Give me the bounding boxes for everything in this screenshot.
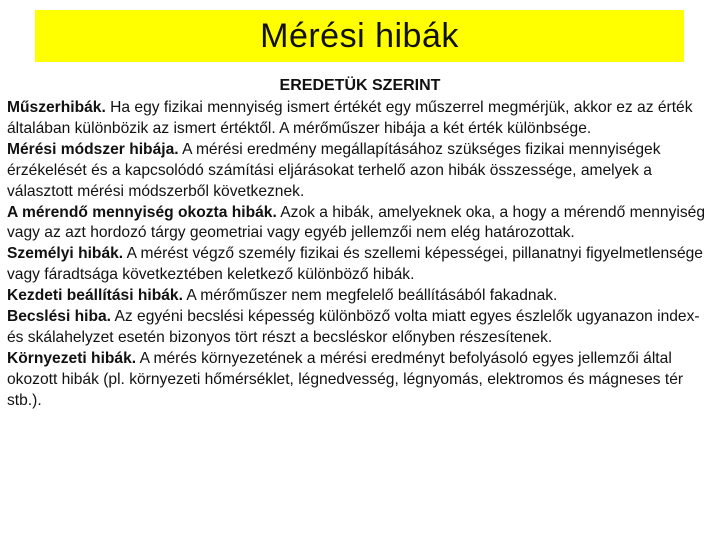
content-body [7,98,717,412]
slide-subtitle: EREDETÜK SZERINT [279,77,441,94]
section-term: A mérendő mennyiség okozta hibák. [7,203,277,221]
title-bar [35,10,684,62]
section-term: Mérési módszer hibája. [7,140,179,158]
section-text: A mérési eredmény megállapításához szükséges fizikai mennyiségek érzékelését és a kapcsolódó számítási eljárásokat terhelő azon hibák összessége, amelyek a választott mérési módszerből következnek. [7,140,661,200]
section-text: Azok a hibák, amelyeknek oka, a hogy a mérendő mennyiség vagy az azt hordozó tárgy geometriai vagy egyéb jellemzői nem elég határozottak. [7,203,705,242]
section-term: Kezdeti beállítási hibák. [7,287,183,305]
section-measurand-errors [7,203,717,245]
section-term: Műszerhibák. [7,99,106,116]
slide-title: Mérési hibák [260,16,459,55]
section-text: Az egyéni becslési képesség különböző volta miatt egyes észlelők ugyanazon index- és skálahelyzet esetén bizonyos tört részt a becsléskor előnyben részesítenek. [7,308,700,346]
section-term: Becslési hiba. [7,308,112,326]
section-term: Környezeti hibák. [7,349,137,367]
section-text: A mérést végző személy fizikai és szellemi képességei, pillanatnyi figyelmetlensége vagy fáradtsága következtében keletkező különböző hibák. [7,245,703,284]
section-method-error [7,140,717,203]
section-setup-errors [7,286,717,307]
section-term: Személyi hibák. [7,245,124,263]
section-text: A mérés környezetének a mérési eredményt befolyásoló egyes jellemzői által okozott hibák (pl. környezeti hőmérséklet, légnedvesség, légnyomás, elektromos és mágneses tér stb.). [7,349,684,409]
section-personal-errors [7,244,717,286]
section-environmental-errors [7,349,717,412]
section-text: A mérőműszer nem megfelelő beállításából fakadnak. [182,287,558,305]
section-text: Ha egy fizikai mennyiség ismert értékét egy műszerrel megmérjük, akkor ez az érték általában különbözik az ismert értéktől. A mérőműszer hibája a két érték különbsége. [7,99,693,137]
section-estimation-error [7,307,717,349]
section-instrument-errors [7,98,717,140]
